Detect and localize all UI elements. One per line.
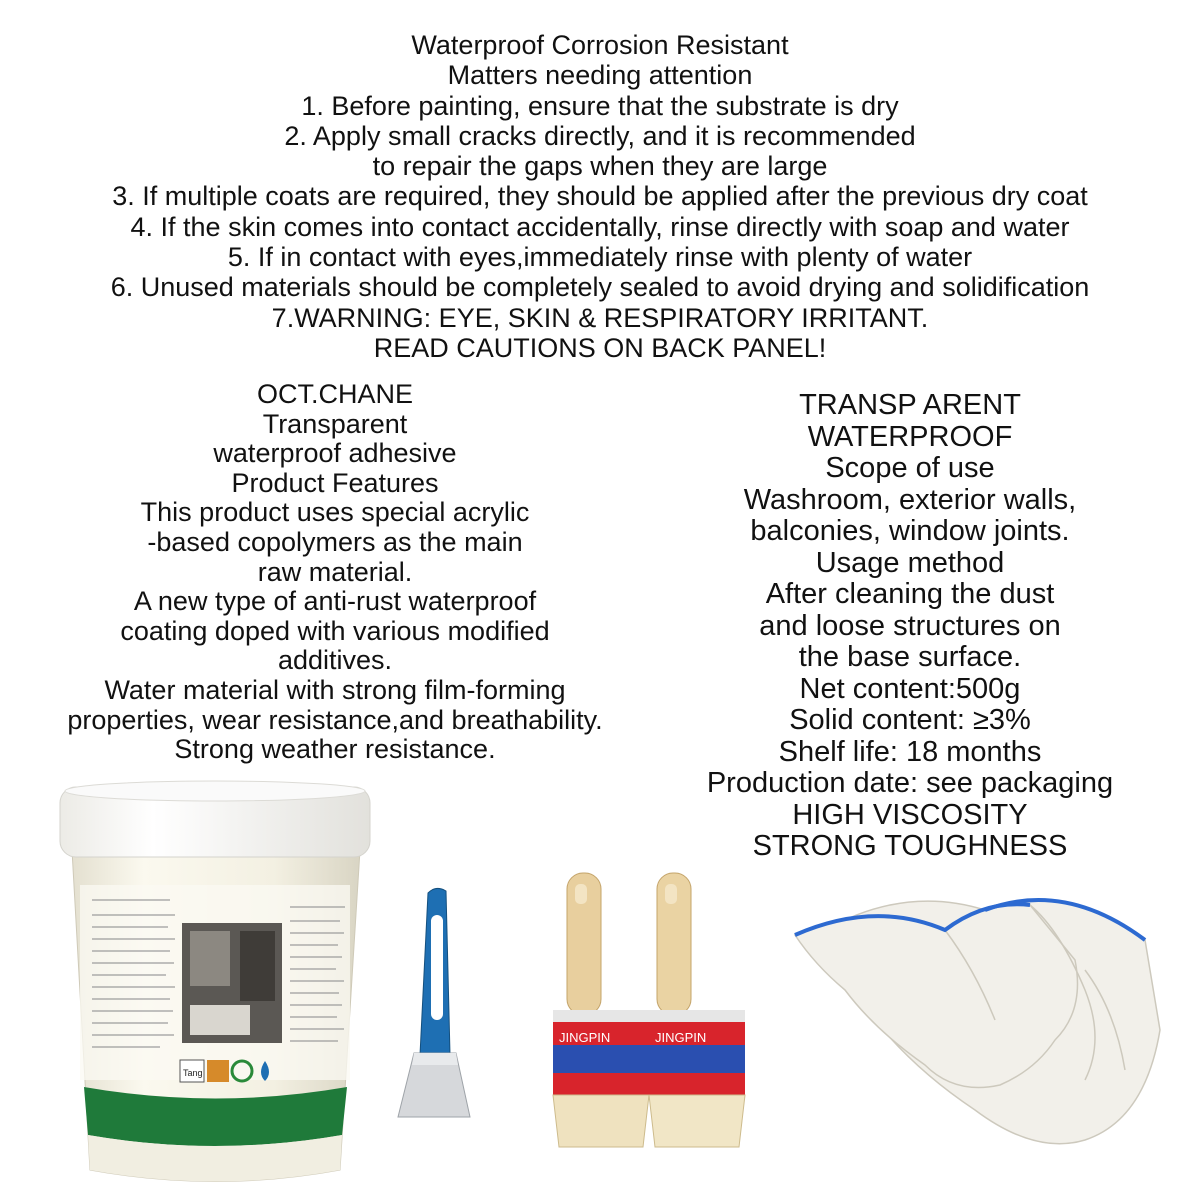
spec-line: Washroom, exterior walls, [743,483,1077,516]
glove-front [795,904,1078,1087]
feature-line: -based copolymers as the main [147,526,523,557]
spec-line: the base surface. [798,641,1022,673]
feature-line: Water material with strong film-forming [104,674,566,705]
brush-right [649,873,745,1147]
scraper-slot [431,915,443,1020]
spec-title: TRANSP ARENT [799,389,1021,421]
notice-warning: READ CAUTIONS ON BACK PANEL! [373,332,827,363]
brush-brand-left: JINGPIN [559,1030,611,1045]
spec-line: and loose structures on [759,609,1061,642]
feature-line: properties, wear resistance,and breathability. [67,704,603,735]
notice-subtitle: Matters needing attention [447,60,753,91]
spec-heading: Usage method [815,546,1005,579]
brand-mark: Tang [183,1068,203,1078]
notice-warning: 7.WARNING: EYE, SKIN & RESPIRATORY IRRITANT. [271,302,929,333]
notice-title: Waterproof Corrosion Resistant [411,30,789,60]
work-gloves [785,870,1175,1160]
feature-line: raw material. [257,556,413,587]
notice-item: 5. If in contact with eyes,immediately rinse with plenty of water [227,242,973,273]
notice-item: 2. Apply small cracks directly, and it is recommended [284,120,916,151]
notice-item: to repair the gaps when they are large [372,151,828,182]
spec-title: WATERPROOF [807,420,1013,453]
brush-icon [207,1060,229,1082]
spec-heading: Scope of use [825,452,995,484]
net-content: Net content:500g [799,672,1021,705]
notice-item: 4. If the skin comes into contact accidentally, rinse directly with soap and water [130,211,1070,242]
scraper-tool [390,885,500,1130]
notice-item: 1. Before painting, ensure that the substrate is dry [301,90,899,121]
feature-line: additives. [277,645,393,676]
brush-left [553,873,649,1147]
brush-brand-right: JINGPIN [655,1030,707,1045]
feature-line: A new type of anti-rust waterproof [133,586,537,617]
spec-claim: STRONG TOUGHNESS [752,830,1068,862]
notice-item: 6. Unused materials should be completely sealed to avoid drying and solidification [110,272,1090,303]
spec-line: balconies, window joints. [750,515,1070,547]
feature-heading: Product Features [231,467,439,498]
shelf-life: Shelf life: 18 months [778,735,1042,768]
production-date: Production date: see packaging [706,767,1114,799]
feature-line: This product uses special acrylic [140,497,530,528]
feature-line: coating doped with various modified [120,615,550,646]
paint-brushes [545,870,765,1155]
spec-line: After cleaning the dust [765,578,1055,610]
notice-item: 3. If multiple coats are required, they should be applied after the previous dry coat [112,181,1088,212]
adhesive-jar [50,775,380,1195]
feature-line: waterproof adhesive [213,438,457,469]
usage-notice [0,30,1200,363]
feature-line: Transparent [262,408,408,439]
solid-content: Solid content: ≥3% [789,704,1031,736]
product-features [20,380,650,765]
product-specs [640,390,1180,863]
spec-claim: HIGH VISCOSITY [792,798,1028,831]
feature-line: Strong weather resistance. [174,734,496,765]
brand-name: OCT.CHANE [256,379,413,409]
